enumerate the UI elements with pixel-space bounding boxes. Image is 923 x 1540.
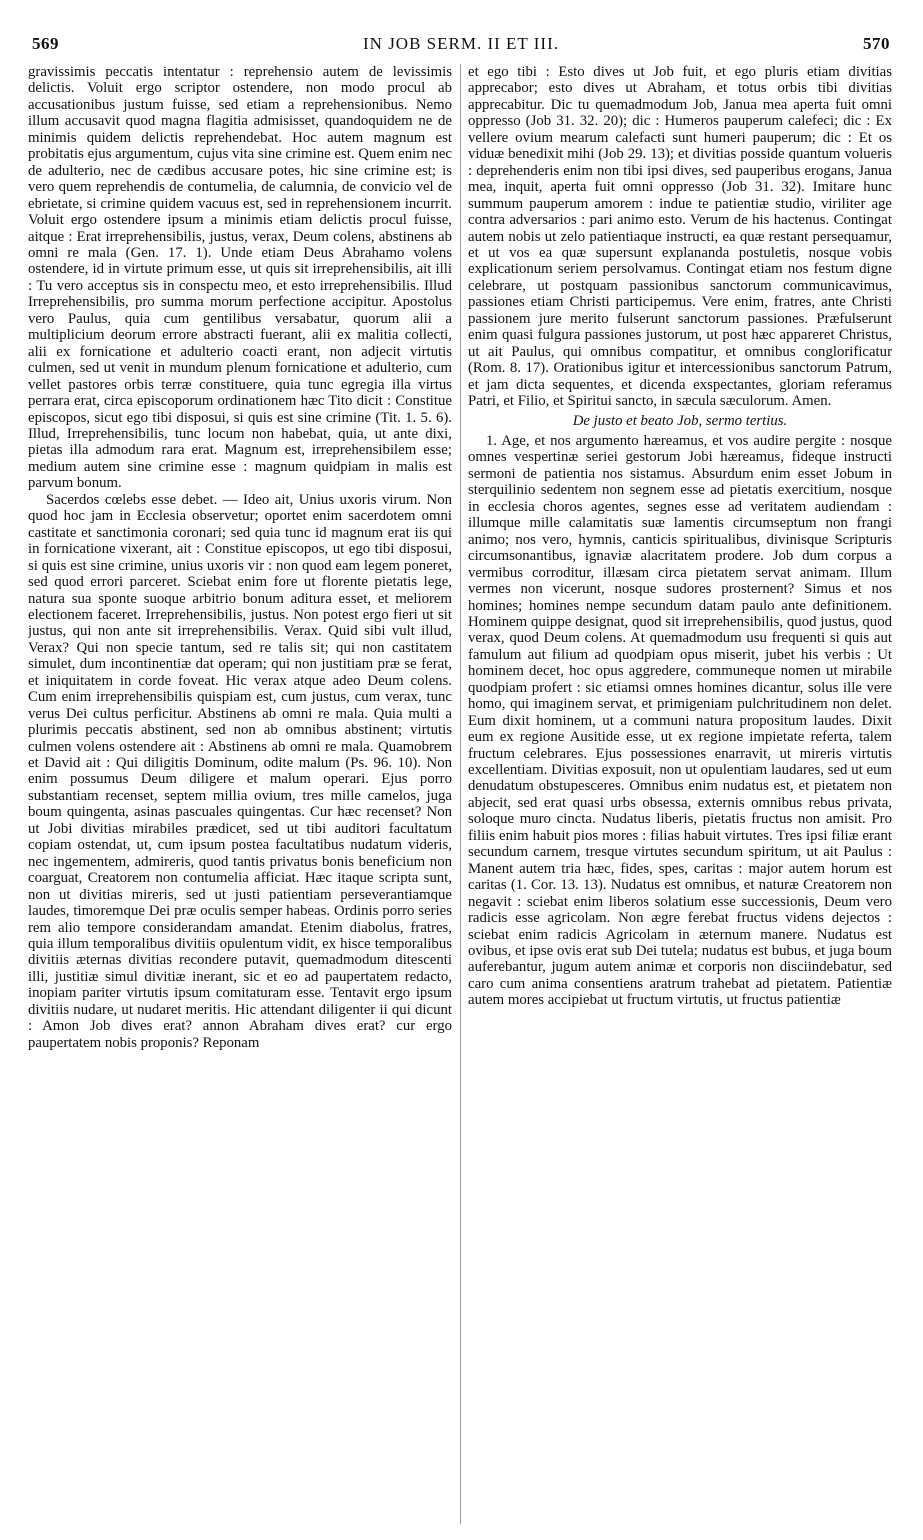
page-number-left: 569 bbox=[32, 34, 59, 53]
left-column bbox=[28, 64, 452, 1524]
right-column bbox=[468, 64, 892, 1524]
right-paragraph-2: 1. Age, et nos argumento hæreamus, et vos audire pergite : nosque omnes vespertinæ seriei gestorum Jobi hæreamus, fideque instructi sermoni de patientia nos sistamus. Absurdum enim esset Jobum in sterquilinio sedentem non segnem esse ad pietatis exercitium, nosque in ecclesia choros agentes, segnes esse ad veritatem audiendam : illumque mille calamitatis suæ lamentis circumseptum non frangi animo; nos vero, hymnis, canticis spiritualibus, divinisque Scripturis circumsonantibus, ignaviæ alacritatem prodere. Job dum corpus a vermibus corroditur, illæsam circa pietatem servat animam. Illum vermes non vicerunt, nosque sudores prosternent? Simus et nos homines; homines nempe secundum datam paulo ante definitionem. Hominem quippe designat, quod sit irreprehensibilis, quod justus, quod verax, quod Deum colens. At quemadmodum usu frequenti si quis aut famulum aut filium ad quodpiam opus miserit, jubet his verbis : Ut hominem decet, hoc opus aggredere, communeque nomen ut mirabile quodpiam profert : sic etiamsi omnes homines dicantur, solus ille vere homo, qui imaginem servat, et primigeniam pulchritudinem non delet. Eum dixit hominem, ut a communi natura propositum laudes. Dixit eum ex regione Ausitide esse, ut ex regione impietate referta, talem fructum celebrares. Ejus possessiones enarravit, ut mireris virtutis excellentiam. Divitias exposuit, non ut opulentiam laudares, sed ut eum denudatum obstupesceres. Omnibus enim nudatus est, et pietatem non abjecit, sed erat quasi urbs obsessa, externis omnibus rebus privata, soloque muro cincta. Nudatus liberis, pietatis fructus non amisit. Pro filiis enim habuit pios mores : filias habuit virtutes. Tres ipsi filiæ erant secundum carnem, tresque virtutes secundum spiritum, ut ait Paulus : Manent autem tria hæc, fides, spes, caritas : major autem horum est caritas (1. Cor. 13. 13). Nudatus est omnibus, et naturæ Creatorem non negavit : sciebat enim liberos solatium esse successionis, Deum vero radicis esse agricolam. Non ægre ferebat fructus videns dejectos : sciebat enim radicis Agricolam in æternum manere. Nudatus est ovibus, et ipse ovis erat sub Dei tutela; nudatus est bubus, et juga boum auferebantur, jugum autem animæ et corporis non disciindebatur, sed caro cum anima consentiens aratrum trahebat ad pietatem. Patientiæ autem mores accipiebat ut fructum virtutis, ut fructus patientiæ bbox=[468, 432, 892, 1009]
page-header bbox=[32, 34, 890, 60]
left-paragraph-2: Sacerdos cœlebs esse debet. — Ideo ait, Unius uxoris virum. Non quod hoc jam in Ecclesia observetur; oportet enim sacerdotem omni castitate et sanctimonia coronari; sed quia tunc id magnum erat iis qui in fornicatione vixerant, ait : Constitue episcopos, ut ego tibi disposui, si quis est sine crimine, unius uxoris vir : non quod eam legem poneret, sed quod errori parceret. Sciebat enim fore ut florente pietatis lege, natura sua sponte suoque arbitrio bonum aditura esset, et meliorem electionem faceret. Irreprehensibilis, justus. Non potest ergo fieri ut sit justus, qui non ante sit irreprehensibilis. Verax. Quid sibi vult illud, Verax? Qui non specie tantum, sed re talis sit; qui non castitatem simulet, dum incontinentiæ dat operam; qui non justitiam præ se ferat, et iniquitatem in corde foveat. Hic verax atque adeo Deum colens. Cum enim irreprehensibilis quispiam est, cum justus, cum verax, tunc verus Dei cultus perficitur. Abstinens ab omni re mala. Quia multi a plurimis peccatis abstinent, sed non ab omnibus abstinent; virtutis culmen volens ostendere ait : Abstinens ab omni re mala. Quamobrem et David ait : Qui diligitis Dominum, odite malum (Ps. 96. 10). Non enim possumus Deum diligere et malum operari. Ejus porro substantiam recenset, septem millia ovium, tres mille camelos, juga boum quingenta, asinas pascuales quingentas. Cur hæc recenset? Non ut Jobi divitias mirabiles prædicet, sed ut tibi auditori facultatum copiam ostendat, ut, cum ipsum postea facultatibus nudatum videris, nec ingementem, admireris, quod tantis privatus bonis beneficium non coarguat, Creatorem non contumelia afficiat. Hæc itaque scripta sunt, non ut divitias mireris, sed ut justi patientiam perseverantiamque laudes, timoremque Dei præ oculis semper habeas. Ordinis porro series rem alio tempore considerandam amandat. Etenim diabolus, fratres, quia illum temporalibus divitiis opulentum vidit, ex hisce temporalibus divitiis æternas divitias recondere putavit, quemadmodum ditescenti illi, justitiæ simul divitiæ inerant, sic et eo ad paupertatem redacto, inopiam pariter virtutis ipsum comitaturam esse. Tentavit ergo ipsum divitiis nudare, ut nudaret meritis. Hic attendant diligenter ii qui dicunt : Amon Job dives erat? annon Abraham dives erat? cur ergo paupertatem nobis proponis? Reponam bbox=[28, 491, 452, 1051]
right-paragraph-1: et ego tibi : Esto dives ut Job fuit, et ego pluris etiam divitias apprecabor; esto dives ut Abraham, et totus orbis tibi divitias apprecabitur. Dic tu quemadmodum Job, Janua mea aperta fuit omni oppresso (Job 31. 32. 20); dic : Humeros pauperum calefeci; dic : Ex vellere ovium mearum calefacti sunt humeri pauperum; dic : Et os viduæ benedixit mihi (Job 29. 13); et divitias posside quantum volueris : deprehenderis enim non tibi ipsi dives, sed pauperibus erogans, Janua mea, inquit, aperta fuit omni oppresso (Job 31. 32). Imitare hunc summum pauperum amorem : indue te patientiæ studio, viriliter age contra adversarios : pari animo esto. Verum de his hactenus. Contingat autem nobis ut zelo patientiaque instructi, ea quæ restant persequamur, et ut vos ea quæ supersunt explananda postuletis, nosque vobis explicationum seriem persolvamus. Contingat etiam nos festum digne celebrare, ut postquam passionibus sanctorum communicavimus, passiones etiam Christi participemus. Vere enim, fratres, ante Christi passionem jure merito fulserunt sanctorum passiones. Præfulserunt enim quasi fulgura passiones justorum, ut post hæc appareret Christus, ut ait Paulus, qui omnibus compatitur, et omnibus conglorificatur (Rom. 8. 17). Orationibus igitur et intercessionibus sanctorum Patrum, et jam dicta sequentes, et dicenda exspectantes, gloriam referamus Patri, et Filio, et Spiritui sancto, in sæcula sæculorum. Amen. bbox=[468, 64, 892, 410]
running-title: IN JOB SERM. II ET III. bbox=[363, 34, 559, 53]
column-divider bbox=[460, 64, 461, 1524]
left-paragraph-1: gravissimis peccatis intentatur : reprehensio autem de levissimis delictis. Voluit ergo scriptor ostendere, non modo procul ab accusationibus justum fuisse, sed etiam a reprehensionibus. Nemo illum accusavit quod magna flagitia admisisset, quandoquidem ne de minimis quidem delictis reprehendebat. Hoc autem magnum est probitatis ejus argumentum, cujus vita sine crimine est. Quem enim nec de adulterio, nec de cædibus accusare potes, hic sine crimine est; is vero quem reprehendis de contumelia, de calumnia, de convicio vel de ebrietate, si crimine quidem vacuus est, sed in reprehensionem incurrit. Voluit ergo ostendere ipsum a minimis etiam delictis procul fuisse, aitque : Erat irreprehensibilis, justus, verax, Deum colens, abstinens ab omni re mala (Gen. 17. 1). Unde etiam Deus Abrahamo volens ostendere, id in virtute primum esse, ut quis sit irreprehensibilis, ait illi : Tu vero acceptus sis in conspectu meo, et esto irreprehensibilis. Illud Irreprehensibilis, pro summa morum perfectione accipitur. Apostolus vero Paulus, quia cum gentilibus versabatur, quorum alii a multiplicium deorum errore abstracti fuerant, alii ex malitia collecti, alii ex fornicatione et adulterio coacti erant, non adjecit virtutis culmen, sed ut venit in mundum plenum fornicatione et adulterio, cum vellet pastores orbis terræ constituere, quia tunc egregia illa virtus perrara erat, circa episcoporum ordinationem hæc Tito dicit : Constitue episcopos, sicut ego tibi disposui, si quis est sine crimine (Tit. 1. 5. 6). Illud, Irreprehensibilis, tunc locum non habebat, quia, ut ante dixi, pietas illa admodum rara erat. Magnum est, irreprehensibilem esse; medium autem sine crimine esse : magnum quidpiam in malis est parvum bonum. bbox=[28, 64, 452, 492]
page-number-right: 570 bbox=[863, 34, 890, 53]
section-title: De justo et beato Job, sermo tertius. bbox=[572, 412, 788, 429]
